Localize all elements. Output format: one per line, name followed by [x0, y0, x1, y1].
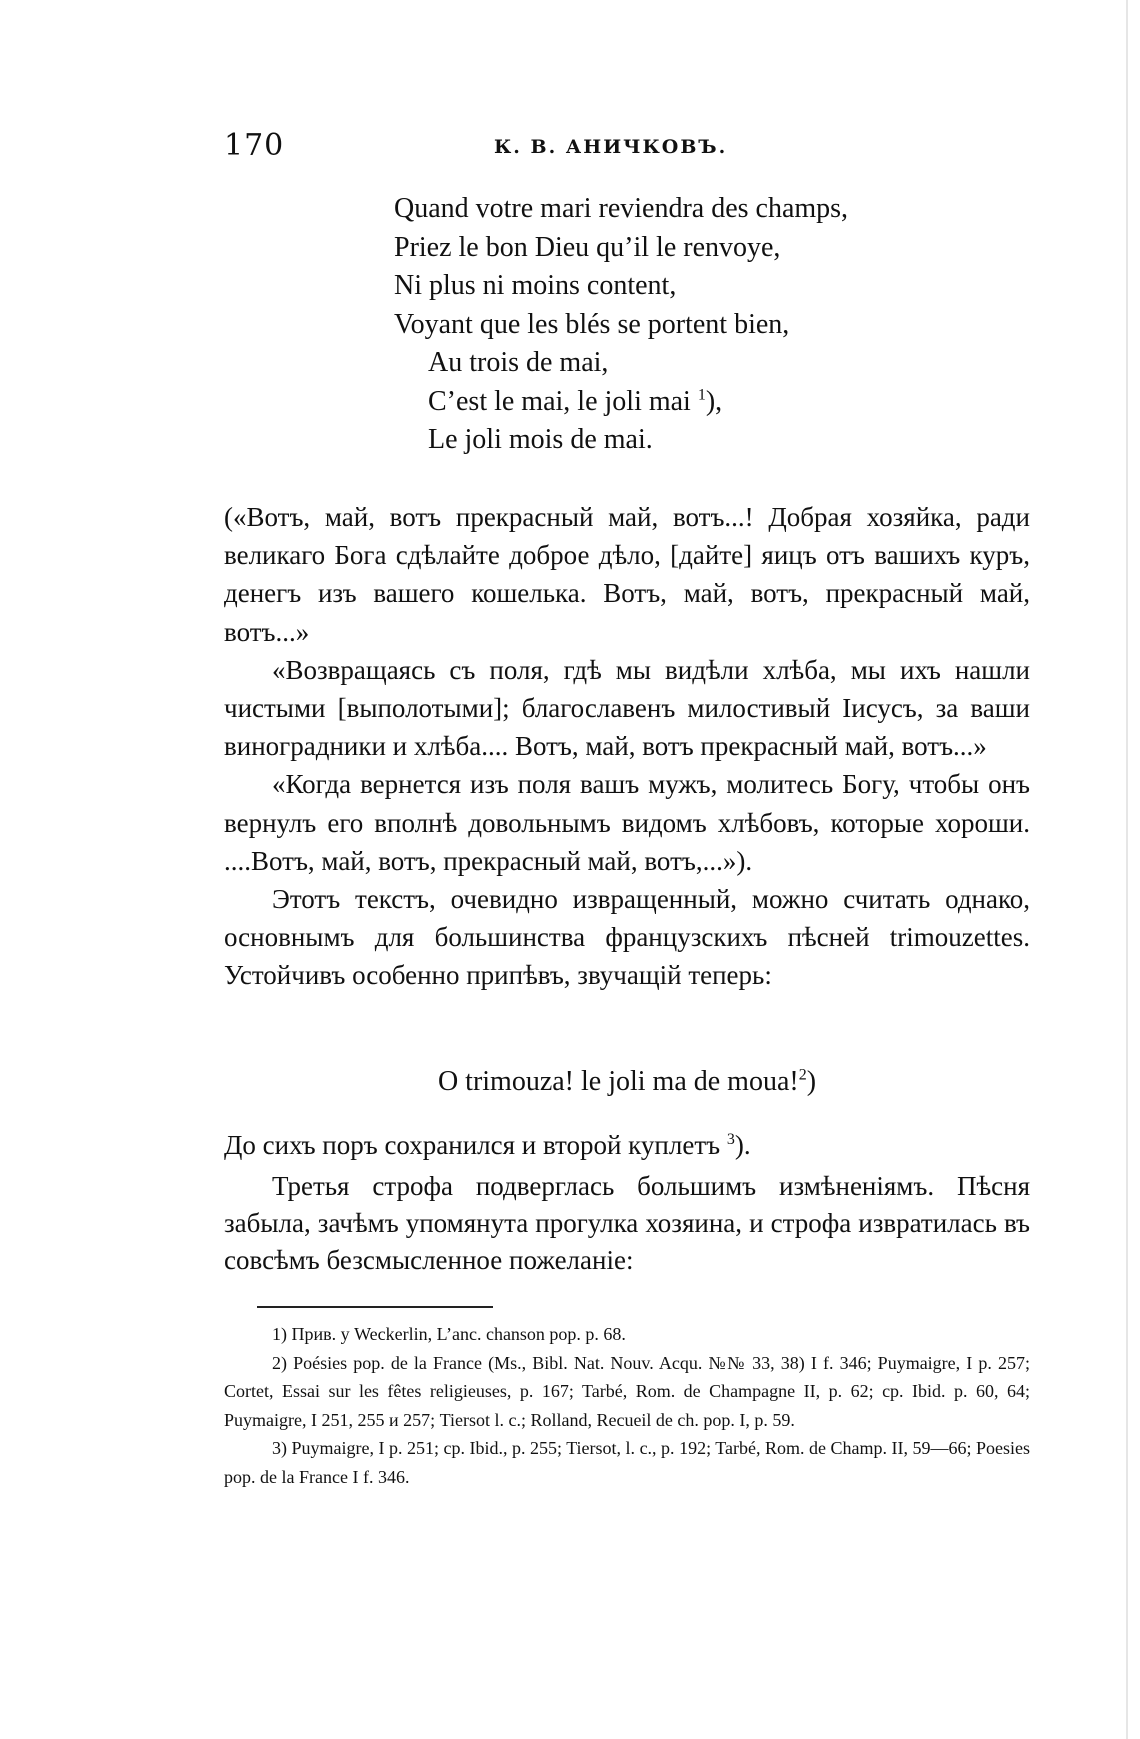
- paragraph-text: До сихъ поръ сохранился и второй куплетъ: [224, 1130, 721, 1160]
- poem-line: Priez le bon Dieu qu’il le renvoye,: [394, 231, 781, 263]
- poem-line: Le joli mois de mai.: [428, 424, 653, 455]
- footnote-divider: [257, 1306, 493, 1308]
- continuation-text: [224, 1127, 1030, 1279]
- footnote: 3) Puymaigre, I p. 251; cp. Ibid., p. 255; Tiersot, l. c., p. 192; Tarbé, Rom. de Champ. II, 59—66; Poesies pop. de la France I f. 346.: [224, 1438, 1030, 1487]
- refrain-text: O trimouza! le joli ma de moua!: [437, 1066, 799, 1097]
- poem-line: [394, 383, 1014, 422]
- paragraph: («Вотъ, май, вотъ прекрасный май, вотъ...! Добрая хозяйка, ради великаго Бога сдѣлайте доброе дѣло, [дайте] яицъ отъ вашихъ куръ, денегъ изъ вашего кошелька. Вотъ, май, вотъ, прекрасный май, вотъ...»: [224, 502, 1030, 647]
- footnote: 1) Прив. у Weckerlin, L’anc. chanson pop. p. 68.: [272, 1324, 626, 1344]
- paragraph-tail: ).: [734, 1130, 751, 1160]
- footnote: 2) Poésies pop. de la France (Ms., Bibl. Nat. Nouv. Acqu. №№ 33, 38) I f. 346; Puymaigre, I p. 257; Cortet, Essai sur les fêtes religieuses, p. 167; Tarbé, Rom. de Champagne II, p. 62; cp. Ibid. p. 60, 64; Puymaigre, I 251, 255 и 257; Tiersot l. c.; Rolland, Recueil de ch. pop. I, p. 59.: [224, 1352, 1030, 1430]
- footnote-ref: 1: [697, 386, 706, 404]
- poem-stanza: [394, 190, 1014, 460]
- translation-text: [224, 498, 1030, 995]
- paragraph: Третья строфа подверглась большимъ измѣненіямъ. Пѣсня забыла, зачѣмъ упомянута прогулка хозяина, и строфа извратилась въ совсѣмъ безсмысленное пожеланіе:: [224, 1171, 1030, 1275]
- poem-line: Au trois de mai,: [428, 347, 609, 378]
- footnote-ref: 3: [726, 1131, 735, 1148]
- paragraph: «Когда вернется изъ поля вашъ мужъ, молитесь Богу, чтобы онъ вернулъ его вполнѣ довольнымъ видомъ хлѣбовъ, которые хороши. ....Вотъ, май, вотъ, прекрасный май, вотъ,...»).: [224, 769, 1030, 876]
- page-number: 170: [224, 128, 285, 163]
- poem-line: Voyant que les blés se portent bien,: [394, 308, 790, 340]
- running-head: К. В. АНИЧКОВЪ.: [494, 136, 728, 158]
- poem-line-text: C’est le mai, le joli mai: [428, 385, 691, 417]
- refrain-line: [224, 1066, 1030, 1098]
- scan-edge-line: [1126, 0, 1128, 1739]
- poem-line-tail: ),: [705, 385, 723, 417]
- refrain-tail: ): [806, 1066, 817, 1097]
- footnote-ref: 2: [798, 1066, 807, 1084]
- poem-line: Quand votre mari reviendra des champs,: [394, 193, 849, 224]
- page-header: [224, 128, 1028, 168]
- paragraph: [224, 1127, 1030, 1164]
- poem-line: Ni plus ni moins content,: [394, 270, 677, 301]
- paragraph: «Возвращаясь съ поля, гдѣ мы видѣли хлѣба, мы ихъ нашли чистыми [выполотыми]; благославенъ милостивый Іисусъ, за ваши виноградники и хлѣба.... Вотъ, май, вотъ прекрасный май, вотъ...»: [224, 654, 1030, 762]
- footnotes: [224, 1320, 1030, 1491]
- paragraph: Этотъ текстъ, очевидно извращенный, можно считать однако, основнымъ для большинства французскихъ пѣсней trimouzettes. Устойчивъ особенно припѣвъ, звучащій теперь:: [224, 884, 1030, 991]
